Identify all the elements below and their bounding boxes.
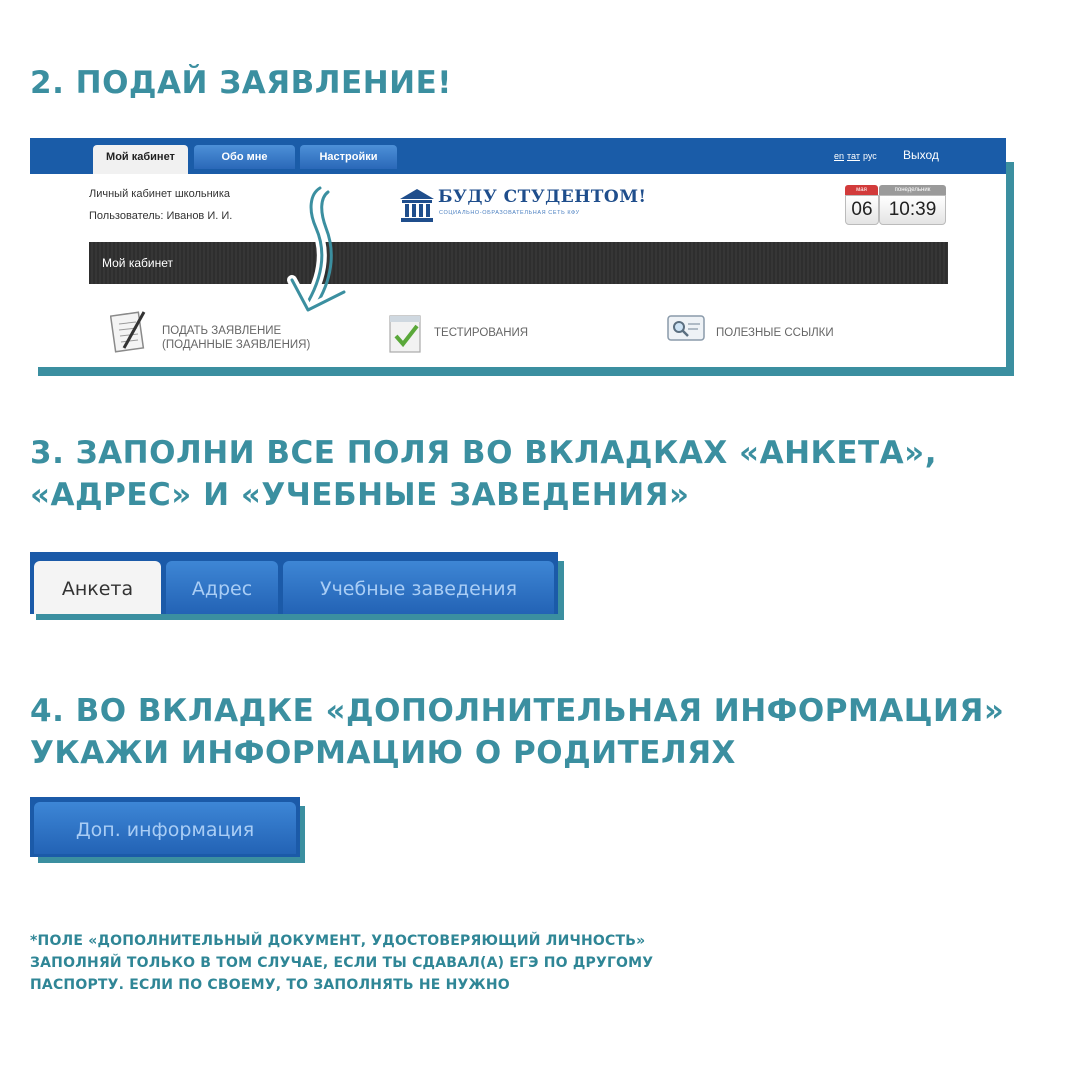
language-rus-link[interactable]: рус xyxy=(862,151,877,161)
logo-subtitle: СОЦИАЛЬНО-ОБРАЗОВАТЕЛЬНАЯ СЕТЬ КФУ xyxy=(439,210,580,216)
top-navigation-bar xyxy=(30,138,1006,174)
tab-settings[interactable]: Настройки xyxy=(300,145,397,169)
checklist-icon[interactable] xyxy=(387,312,427,356)
tab-anketa[interactable]: Анкета xyxy=(34,561,161,614)
menu-useful-links[interactable]: ПОЛЕЗНЫЕ ССЫЛКИ xyxy=(716,327,834,339)
clock-day: 06 xyxy=(845,195,879,225)
language-en-link[interactable]: en xyxy=(834,151,845,161)
form-tabs-screenshot xyxy=(30,552,558,614)
section-bar xyxy=(89,242,948,284)
step-4-heading xyxy=(30,690,1004,774)
language-switcher xyxy=(834,151,880,161)
exit-link[interactable]: Выход xyxy=(903,148,939,162)
clock-time: 10:39 xyxy=(879,195,946,225)
extra-info-screenshot xyxy=(30,797,300,857)
menu-applied-label: (ПОДАННЫЕ ЗАЯВЛЕНИЯ) xyxy=(162,339,311,351)
account-type-label: Личный кабинет школьника xyxy=(89,188,230,200)
tab-address[interactable]: Адрес xyxy=(166,561,278,614)
building-logo-icon xyxy=(398,187,436,223)
step-3-heading xyxy=(30,432,937,516)
footnote-line2: ЗАПОЛНЯЙ ТОЛЬКО В ТОМ СЛУЧАЕ, ЕСЛИ ТЫ СДАВАЛ(А) ЕГЭ ПО ДРУГОМУ xyxy=(30,955,654,971)
menu-apply-link[interactable] xyxy=(162,324,310,352)
logo[interactable] xyxy=(398,185,668,227)
step-3-heading-line1: 3. ЗАПОЛНИ ВСЕ ПОЛЯ ВО ВКЛАДКАХ «АНКЕТА», xyxy=(30,435,937,471)
step-4-heading-line1: 4. ВО ВКЛАДКЕ «ДОПОЛНИТЕЛЬНАЯ ИНФОРМАЦИЯ» xyxy=(30,693,1005,729)
menu-apply-label: ПОДАТЬ ЗАЯВЛЕНИЕ xyxy=(162,325,282,337)
notepad-pencil-icon[interactable] xyxy=(110,308,150,354)
tab-my-cabinet[interactable]: Мой кабинет xyxy=(93,145,188,174)
footnote-line3: ПАСПОРТУ. ЕСЛИ ПО СВОЕМУ, ТО ЗАПОЛНЯТЬ НЕ НУЖНО xyxy=(30,977,510,993)
menu-tests-link[interactable]: ТЕСТИРОВАНИЯ xyxy=(434,327,529,339)
step-3-heading-line2: «АДРЕС» И «УЧЕБНЫЕ ЗАВЕДЕНИЯ» xyxy=(30,477,690,513)
tab-educational-institutions[interactable]: Учебные заведения xyxy=(283,561,554,614)
cabinet-screenshot xyxy=(30,138,1006,367)
clock-month-label: мая xyxy=(845,185,878,195)
logo-title: БУДУ СТУДЕНТОМ! xyxy=(438,187,647,207)
user-name-label: Пользователь: Иванов И. И. xyxy=(89,210,233,222)
section-title: Мой кабинет xyxy=(102,256,174,270)
hand-drawn-arrow-icon xyxy=(280,184,370,324)
language-tat-link[interactable]: тат xyxy=(847,151,860,161)
date-clock xyxy=(845,185,946,225)
tab-about-me[interactable]: Обо мне xyxy=(194,145,295,169)
tab-extra-info[interactable]: Доп. информация xyxy=(34,802,296,854)
step-2-heading: 2. ПОДАЙ ЗАЯВЛЕНИЕ! xyxy=(30,65,452,101)
clock-weekday-label: понедельник xyxy=(879,185,946,195)
magnifier-window-icon[interactable] xyxy=(664,312,708,346)
footnote xyxy=(30,930,850,996)
step-4-heading-line2: УКАЖИ ИНФОРМАЦИЮ О РОДИТЕЛЯХ xyxy=(30,735,736,771)
footnote-line1: *ПОЛЕ «ДОПОЛНИТЕЛЬНЫЙ ДОКУМЕНТ, УДОСТОВЕРЯЮЩИЙ ЛИЧНОСТЬ» xyxy=(30,933,646,949)
